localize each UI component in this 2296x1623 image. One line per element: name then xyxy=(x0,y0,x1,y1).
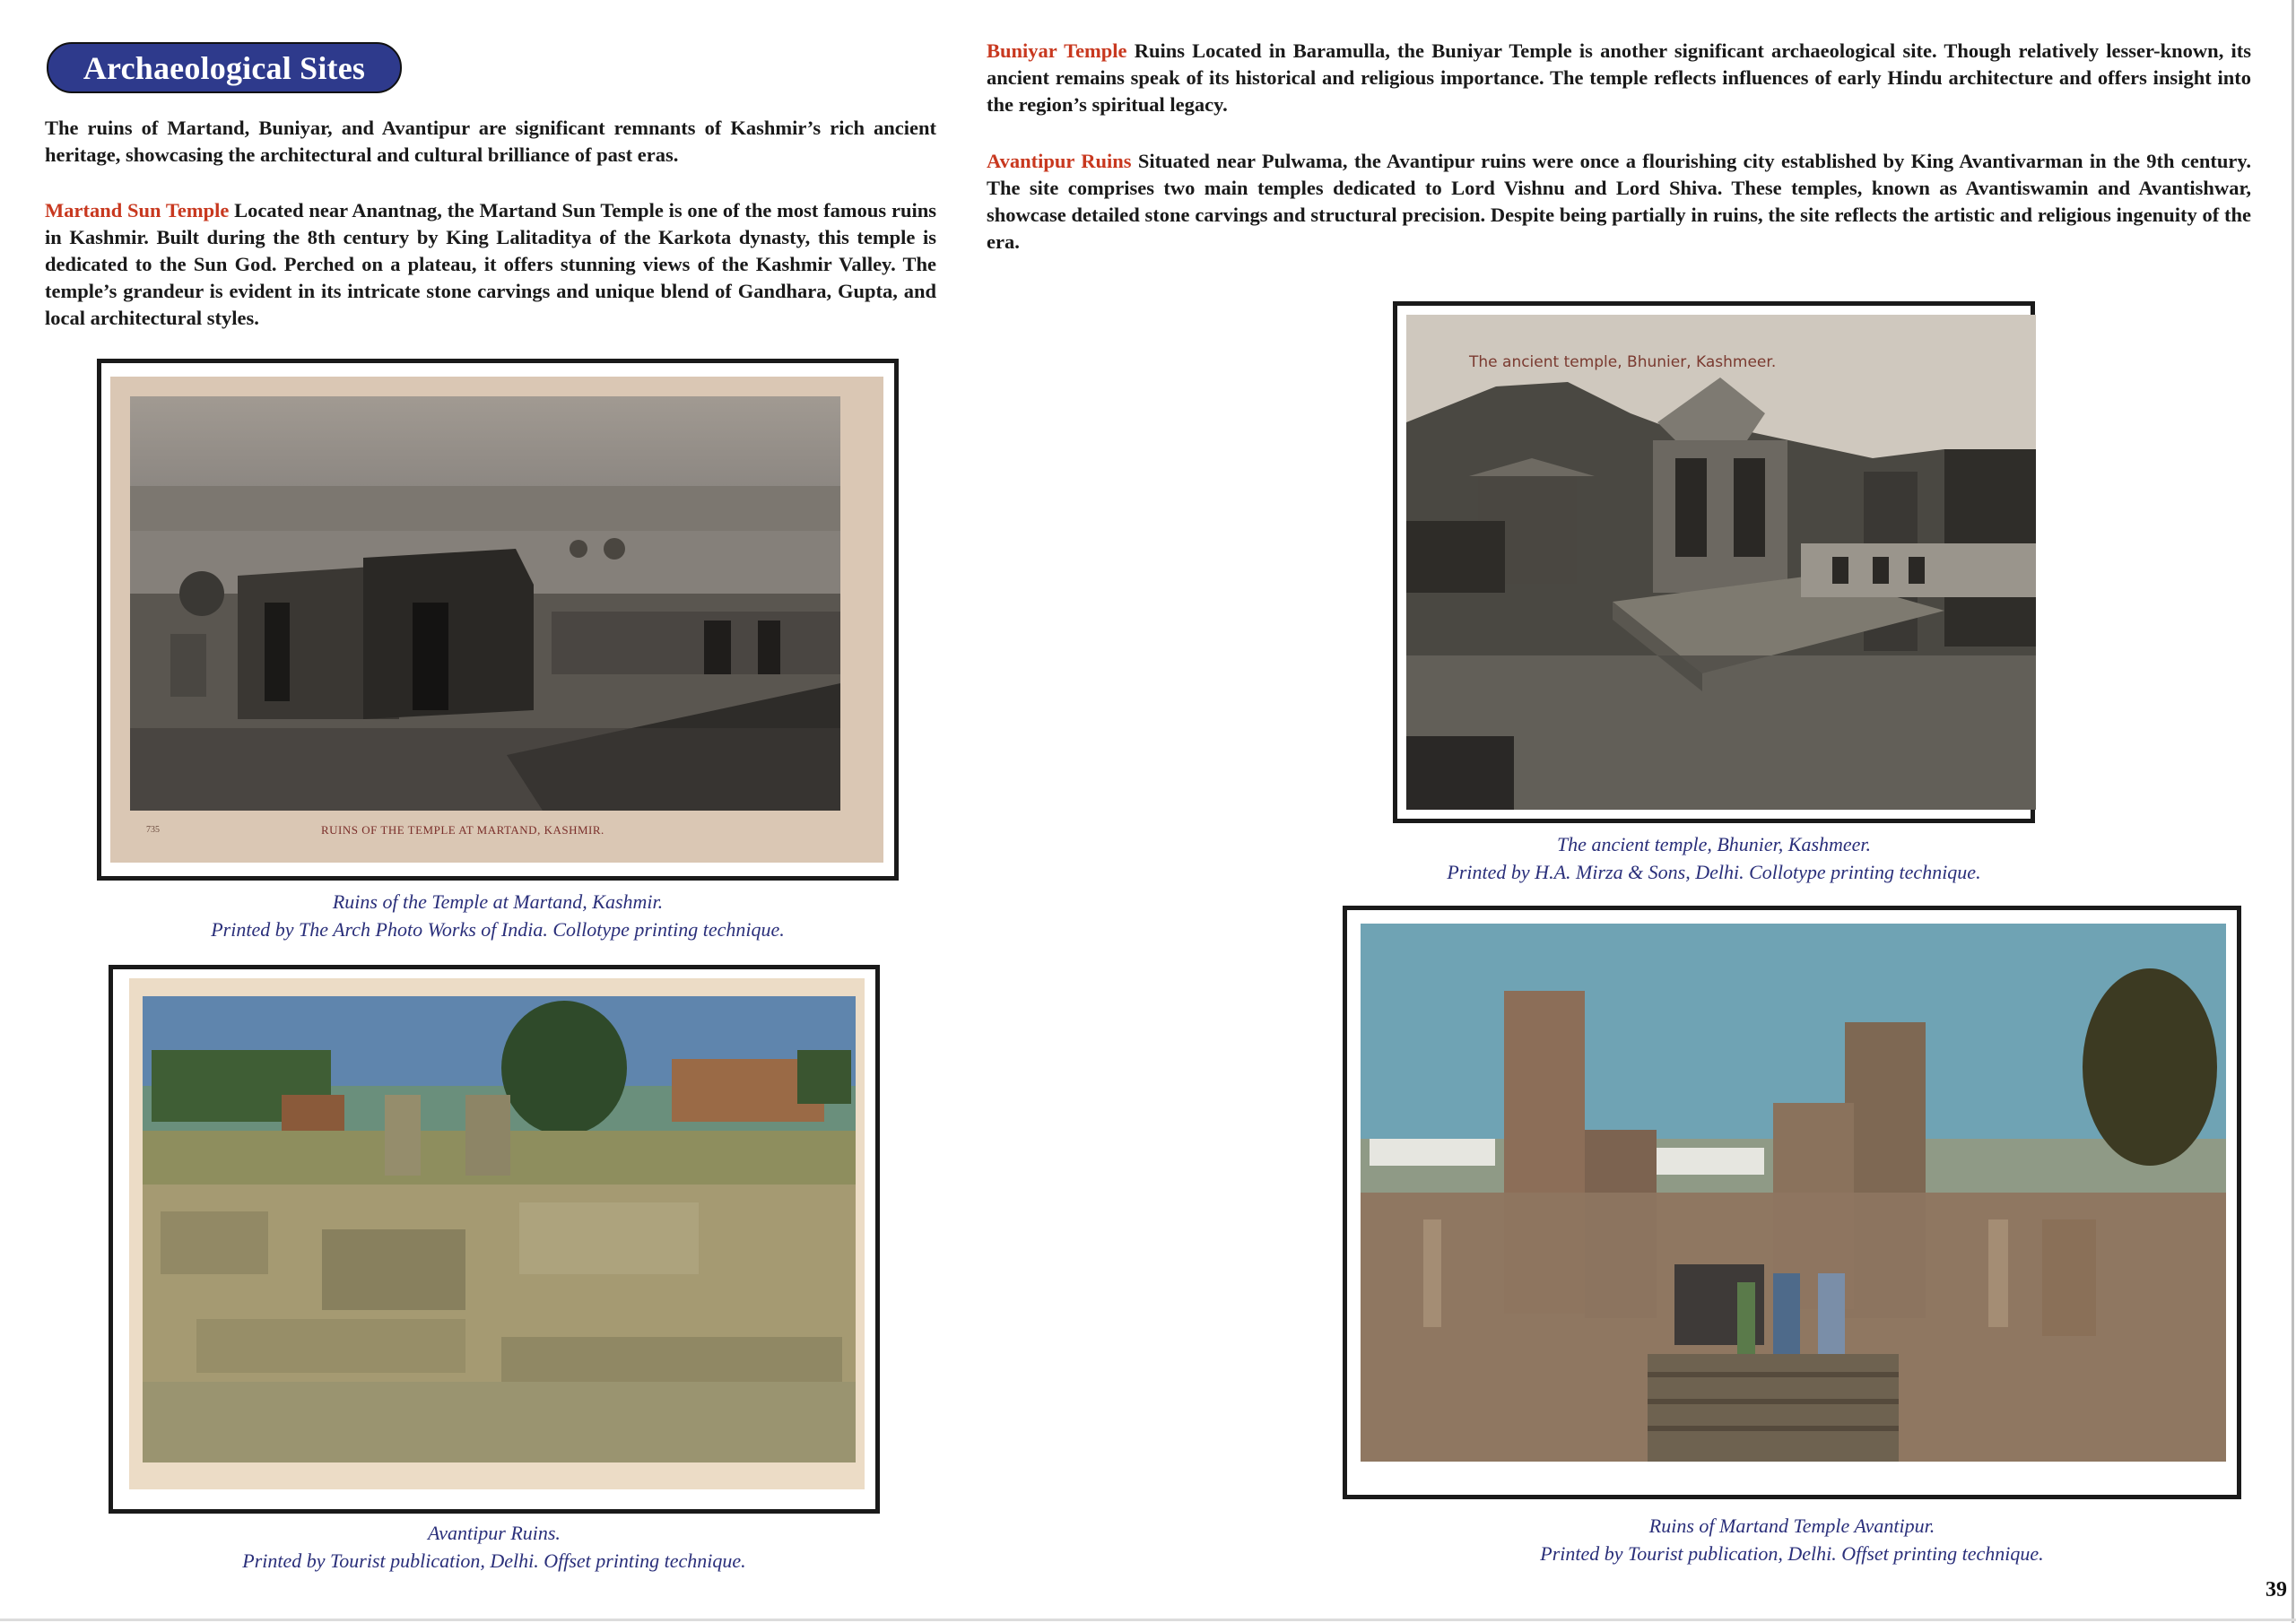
postcard-printed-label: RUINS OF THE TEMPLE AT MARTAND, KASHMIR. xyxy=(321,823,604,837)
photo-avantipur-ruins xyxy=(143,996,856,1462)
caption-title: The ancient temple, Bhunier, Kashmeer. xyxy=(1556,833,1872,855)
page-edge-bottom xyxy=(0,1619,2296,1621)
figure-avantipur-frame xyxy=(109,965,880,1514)
caption-title: Ruins of Martand Temple Avantipur. xyxy=(1648,1515,1935,1537)
postcard-printed-label: The ancient temple, Bhunier, Kashmeer. xyxy=(1469,353,1777,371)
section-title: Archaeological Sites xyxy=(83,49,366,86)
photo-buniyar-temple xyxy=(1406,315,2036,810)
site-paragraph-buniyar xyxy=(987,38,2251,118)
postcard-avantipur xyxy=(129,978,865,1489)
caption-credit: Printed by Tourist publication, Delhi. Offset printing technique. xyxy=(242,1549,746,1572)
postcard-buniyar xyxy=(1406,315,2036,810)
figure-caption-avantipur xyxy=(109,1519,880,1575)
caption-credit: Printed by The Arch Photo Works of India. Collotype printing technique. xyxy=(211,918,785,941)
figure-caption-buniyar xyxy=(1393,830,2035,886)
photo-martand-ruins xyxy=(130,396,840,811)
page-edge xyxy=(2292,0,2294,1623)
page-number: 39 xyxy=(2266,1578,2287,1601)
site-text-avantipur: Situated near Pulwama, the Avantipur ruins were once a flourishing city established by King Avantivarman in the 9th century. The site comprises two main temples dedicated to Lord Vishnu and Lord Shiva. These temples, known as Avantiswamin and Avantishwar, showcase detailed stone carvings and structural precision. Despite being partially in ruins, the site reflects the artistic and religious ingenuity of the era. xyxy=(987,150,2251,253)
photo-martand-avantipur xyxy=(1361,924,2226,1462)
site-paragraph-avantipur xyxy=(987,148,2251,256)
site-name-avantipur: Avantipur Ruins xyxy=(987,150,1132,172)
caption-title: Avantipur Ruins. xyxy=(428,1522,561,1544)
postcard-number: 735 xyxy=(146,825,160,835)
caption-credit: Printed by Tourist publication, Delhi. Offset printing technique. xyxy=(1540,1542,2044,1565)
figure-caption-martand-avantipur xyxy=(1343,1512,2241,1567)
site-text-martand: Located near Anantnag, the Martand Sun Temple is one of the most famous ruins in Kashmir. Built during the 8th century by King Lalitaditya of the Karkota dynasty, this temple is dedicated to the Sun God. Perched on a plateau, it offers stunning views of the Kashmir Valley. The temple’s grandeur is evident in its intricate stone carvings and unique blend of Gandhara, Gupta, and local architectural styles. xyxy=(45,199,936,329)
intro-paragraph: The ruins of Martand, Buniyar, and Avantipur are significant remnants of Kashmir’s rich ancient heritage, showcasing the architectural and cultural brilliance of past eras. xyxy=(45,117,936,166)
site-name-martand: Martand Sun Temple xyxy=(45,199,230,221)
site-text-buniyar: Ruins Located in Baramulla, the Buniyar Temple is another significant archaeological site. Though relatively lesser-known, its ancient remains speak of its historical and religious importance. The temple reflects influences of early Hindu architecture and offers insight into the region’s spiritual legacy. xyxy=(987,39,2251,116)
section-title-badge xyxy=(47,42,402,93)
caption-title: Ruins of the Temple at Martand, Kashmir. xyxy=(332,890,664,913)
site-name-buniyar: Buniyar Temple xyxy=(987,39,1127,62)
caption-credit: Printed by H.A. Mirza & Sons, Delhi. Collotype printing technique. xyxy=(1447,861,1981,883)
postcard-martand-avantipur xyxy=(1361,924,2226,1462)
figure-martand-avantipur-frame xyxy=(1343,906,2241,1499)
postcard-martand xyxy=(110,377,883,863)
site-paragraph-martand xyxy=(45,197,936,332)
figure-buniyar-frame xyxy=(1393,301,2035,823)
figure-caption-martand xyxy=(97,888,899,943)
figure-martand-frame xyxy=(97,359,899,881)
